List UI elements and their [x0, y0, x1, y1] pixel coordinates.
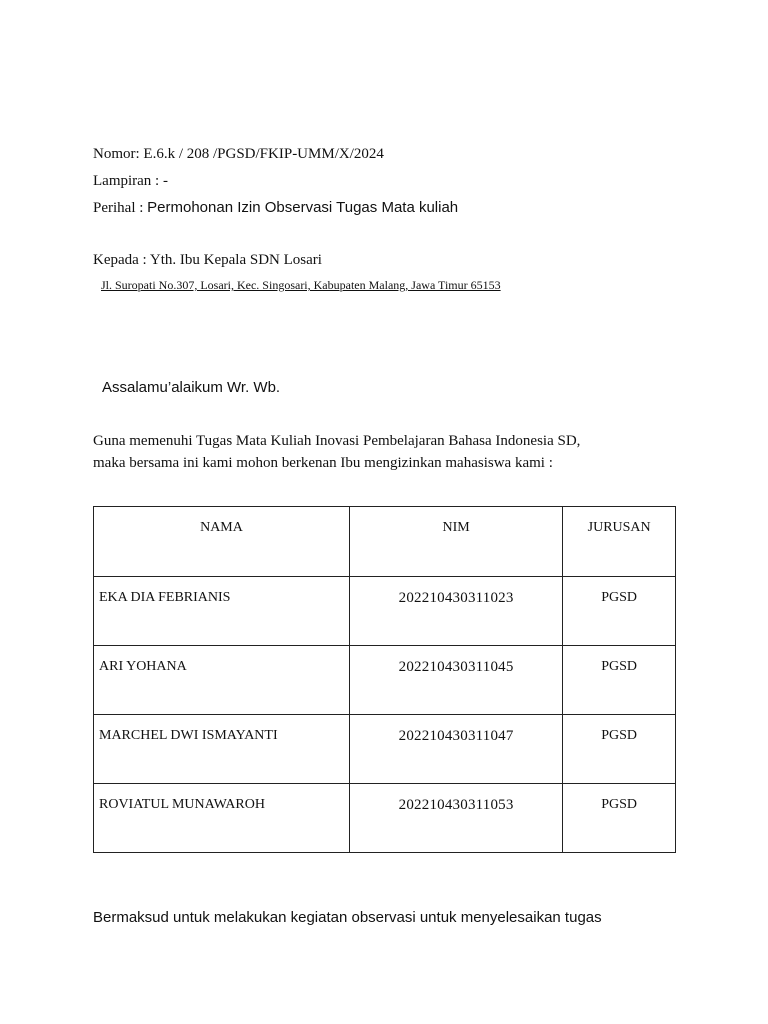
table-row — [94, 646, 676, 715]
recipient-line: Kepada : Yth. Ibu Kepala SDN Losari — [93, 252, 322, 268]
cell-jurusan: PGSD — [563, 715, 676, 784]
header-nama: NAMA — [94, 507, 350, 577]
cell-nama: EKA DIA FEBRIANIS — [94, 577, 350, 646]
closing-paragraph: Bermaksud untuk melakukan kegiatan observasi untuk menyelesaikan tugas — [93, 909, 602, 926]
cell-jurusan: PGSD — [563, 577, 676, 646]
table-header-row — [94, 507, 676, 577]
greeting: Assalamu’alaikum Wr. Wb. — [102, 379, 281, 396]
letter-number: Nomor: E.6.k / 208 /PGSD/FKIP-UMM/X/2024 — [93, 146, 384, 162]
cell-nama: ROVIATUL MUNAWAROH — [94, 784, 350, 853]
table-row — [94, 784, 676, 853]
header-jurusan: JURUSAN — [563, 507, 676, 577]
table-row — [94, 577, 676, 646]
subject-label: Perihal : — [93, 200, 144, 216]
intro-line-1: Guna memenuhi Tugas Mata Kuliah Inovasi Pembelajaran Bahasa Indonesia SD, — [93, 433, 581, 449]
table-row — [94, 715, 676, 784]
subject-value: Permohonan Izin Observasi Tugas Mata kuliah — [147, 199, 459, 216]
cell-nim: 202210430311023 — [349, 577, 562, 646]
cell-nim: 202210430311045 — [349, 646, 562, 715]
cell-jurusan: PGSD — [563, 784, 676, 853]
student-table — [93, 506, 676, 853]
cell-nim: 202210430311047 — [349, 715, 562, 784]
attachment-line: Lampiran : - — [93, 173, 168, 189]
cell-nama: ARI YOHANA — [94, 646, 350, 715]
header-nim: NIM — [349, 507, 562, 577]
subject-line — [93, 199, 458, 217]
intro-paragraph — [93, 430, 693, 474]
cell-nama: MARCHEL DWI ISMAYANTI — [94, 715, 350, 784]
cell-jurusan: PGSD — [563, 646, 676, 715]
intro-line-2: maka bersama ini kami mohon berkenan Ibu mengizinkan mahasiswa kami : — [93, 455, 553, 471]
cell-nim: 202210430311053 — [349, 784, 562, 853]
recipient-address: Jl. Suropati No.307, Losari, Kec. Singosari, Kabupaten Malang, Jawa Timur 65153 — [101, 278, 501, 292]
